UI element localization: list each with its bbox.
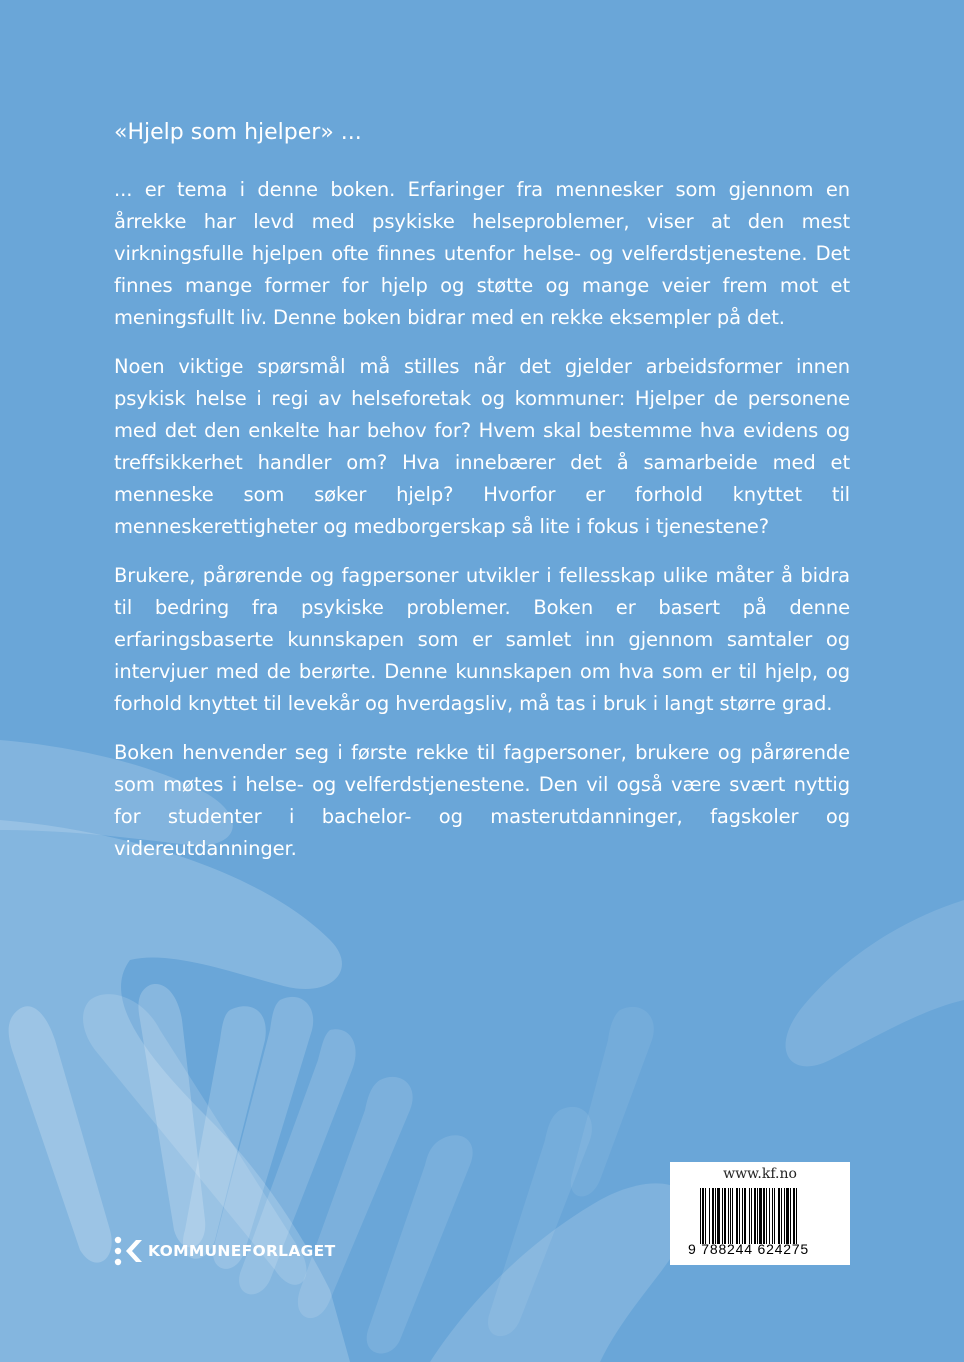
isbn-number: 9 788244 624275 bbox=[688, 1241, 809, 1257]
blurb-paragraph-1: ... er tema i denne boken. Erfaringer fra mennesker som gjennom en årrekke har levd med psykiske helseproblemer, viser at den mest virkningsfulle hjelpen ofte finnes utenfor helse- og velferdstjenestene. Det finnes mange former for hjelp og støtte og mange veier frem mot et meningsfullt liv. Denne boken bidrar med en rekke eksempler på det. bbox=[114, 178, 850, 329]
isbn-barcode bbox=[670, 1162, 850, 1265]
barcode-bars bbox=[700, 1188, 828, 1244]
publisher-name: KOMMUNEFORLAGET bbox=[148, 1242, 336, 1260]
blurb-paragraph-2: Noen viktige spørsmål må stilles når det gjelder arbeidsformer innen psykisk helse i regi av helseforetak og kommuner: Hjelper de personene med det den enkelte har behov for? Hvem skal bestemme hva evidens og treffsikkerhet handler om? Hva innebærer det å samarbeide med et menneske som søker hjelp? Hvorfor er forhold knyttet til menneskerettigheter og medborgerskap så lite i fokus i tjenestene? bbox=[114, 355, 850, 538]
back-cover-text bbox=[114, 118, 850, 882]
blurb-heading: «Hjelp som hjelper» ... bbox=[114, 120, 362, 145]
blurb-paragraph-4: Boken henvender seg i første rekke til fagpersoner, brukere og pårørende som møtes i helse- og velferdstjenestene. Den vil også være svært nyttig for studenter i bachelor- og masterutdanninger, fagskoler og videreutdanninger. bbox=[114, 741, 850, 860]
blurb-paragraph-3: Brukere, pårørende og fagpersoner utvikler i fellesskap ulike måter å bidra til bedring fra psykiske problemer. Boken er basert på denne erfaringsbaserte kunnskapen som er samlet inn gjennom samtaler og intervjuer med de berørte. Denne kunnskapen om hva som er til hjelp, og forhold knyttet til levekår og hverdagsliv, må tas i bruk i langt større grad. bbox=[114, 564, 850, 715]
kommuneforlaget-logo-icon bbox=[113, 1236, 145, 1266]
publisher-url: www.kf.no bbox=[723, 1166, 797, 1182]
publisher-logo bbox=[113, 1236, 335, 1266]
